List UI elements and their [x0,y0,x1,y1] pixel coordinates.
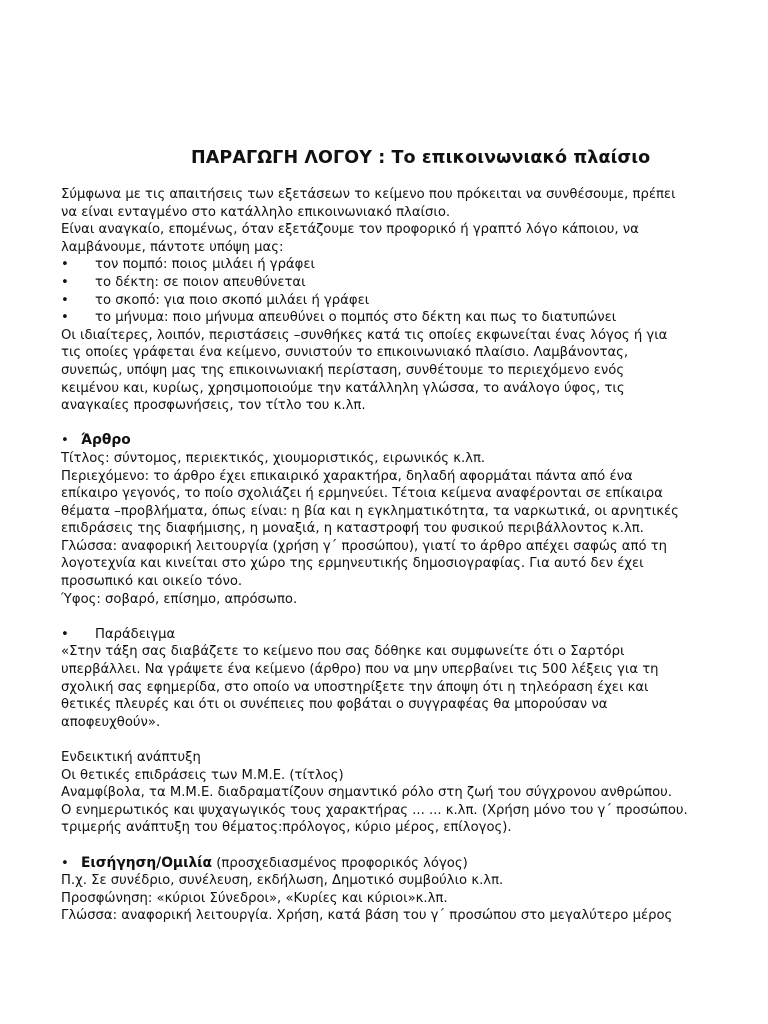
bullet-icon: • [61,855,69,871]
text-line: αποφευχθούν». [61,714,161,730]
text-line: Γλώσσα: αναφορική λειτουργία (χρήση γ΄ προσώπου), γιατί το άρθρο απέχει σαφώς από τη [61,538,668,554]
text-line: τις οποίες γράφεται ένα κείμενο, συνιστούν το επικοινωνιακό πλαίσιο. Λαμβάνοντας, [61,345,629,361]
text-line: επίκαιρο γεγονός, το ποίο σχολιάζει ή ερμηνεύει. Τέτοια κείμενα αναφέρονται σε επίκαιρα [61,486,663,502]
text-line: Αναμφίβολα, τα Μ.Μ.Ε. διαδραματίζουν σημαντικό ρόλο στη ζωή του σύγχρονου ανθρώπου. [61,785,672,801]
text-line: προσωπικό και οικείο τόνο. [61,574,243,590]
text-line: Ύφος: σοβαρό, επίσημο, απρόσωπο. [61,591,298,607]
text-line: αναγκαίες προσφωνήσεις, τον τίτλο του κ.λπ. [61,398,366,414]
spacer [61,608,721,626]
text-line: Περιεχόμενο: το άρθρο έχει επικαιρικό χαρακτήρα, δηλαδή αφορμάται πάντα από ένα [61,468,633,484]
list-item-text: το σκοπό: για ποιο σκοπό μιλάει ή γράφει [95,292,370,308]
text-line: συνεπώς, υπόψη μας της επικοινωνιακή περίσταση, συνθέτουμε το περιεχόμενο ενός [61,362,625,378]
text-line: Ο ενημερωτικός και ψυχαγωγικός τους χαρακτήρας ... ... κ.λπ. (Χρήση μόνο του γ΄ προσώπου. [61,802,688,818]
spacer [61,415,721,433]
section-heading-example [61,626,721,644]
text-line: Οι ιδιαίτερες, λοιπόν, περιστάσεις –συνθήκες κατά τις οποίες εκφωνείται ένας λόγος ή για [61,327,668,343]
text-line: επιδράσεις της διαφήμισης, η μοναξιά, η καταστροφή του φυσικού περιβάλλοντος κ.λπ. [61,521,644,537]
text-line: Σύμφωνα με τις απαιτήσεις των εξετάσεων το κείμενο που πρόκειται να συνθέσουμε, πρέπει [61,187,676,202]
text-line: Γλώσσα: αναφορική λειτουργία. Χρήση, κατά βάση του γ΄ προσώπου στο μεγαλύτερο μέρος [61,908,673,924]
text-line: τριμερής ανάπτυξη του θέματος:πρόλογος, κύριο μέρος, επίλογος). [61,820,512,836]
text-line: κειμένου και, κυρίως, χρησιμοποιούμε την κατάλληλη γλώσσα, το ανάλογο ύφος, τις [61,380,625,396]
page-title: ΠΑΡΑΓΩΓΗ ΛΟΓΟΥ : Το επικοινωνιακό πλαίσιο [191,148,651,168]
list-item-text: το δέκτη: σε ποιον απευθύνεται [95,274,306,290]
text-line: Είναι αναγκαίο, επομένως, όταν εξετάζουμε τον προφορικό ή γραπτό λόγο κάποιου, να [61,222,639,238]
spacer [61,837,721,855]
text-line: Π.χ. Σε συνέδριο, συνέλευση, εκδήλωση, Δημοτικό συμβούλιο κ.λπ. [61,873,504,889]
bullet-icon: • [61,274,69,290]
text-line: Τίτλος: σύντομος, περιεκτικός, χιουμοριστικός, ειρωνικός κ.λπ. [61,450,486,466]
list-item [61,256,721,274]
section-heading-text: Εισήγηση/Ομιλία [81,854,213,871]
bullet-icon: • [61,257,69,273]
section-heading-text: Παράδειγμα [95,626,176,642]
document-body [61,186,721,925]
bullet-icon: • [61,310,69,326]
text-line: υπερβάλλει. Να γράψετε ένα κείμενο (άρθρο) που να μην υπερβαίνει τις 500 λέξεις για τη [61,662,659,678]
list-item [61,274,721,292]
text-line: θέματα –προβλήματα, όπως είναι: η βία και η εγκληματικότητα, τα ναρκωτικά, οι αρνητικές [61,503,679,519]
text-line: να είναι ενταγμένο στο κατάλληλο επικοινωνιακό πλαίσιο. [61,204,451,220]
text-line: Προσφώνηση: «κύριοι Σύνεδροι», «Κυρίες και κύριοι»κ.λπ. [61,890,448,906]
bullet-icon: • [61,433,69,449]
list-item-text: τον πομπό: ποιος μιλάει ή γράφει [95,257,315,273]
section-heading-text: Άρθρο [81,432,131,449]
text-line: θετικές πλευρές και ότι οι συνέπειες που φοβάται ο συγγραφέας θα μπορούσαν να [61,697,608,713]
bullet-icon: • [61,292,69,308]
section-heading-note: (προσχεδιασμένος προφορικός λόγος) [212,855,468,871]
text-line: Ενδεικτική ανάπτυξη [61,750,201,765]
text-line: «Στην τάξη σας διαβάζετε το κείμενο που σας δόθηκε και συμφωνείτε ότι ο Σαρτόρι [61,644,625,660]
bullet-icon: • [61,626,69,642]
list-item [61,309,721,327]
text-line: σχολική σας εφημερίδα, στο οποίο να υποστηρίξετε την άποψη ότι η τηλεόραση έχει και [61,679,649,695]
text-line: λαμβάνουμε, πάντοτε υπόψη μας: [61,239,284,255]
spacer [61,731,721,749]
text-line: Οι θετικές επιδράσεις των Μ.Μ.Ε. (τίτλος) [61,767,344,783]
list-item [61,292,721,310]
list-item-text: το μήνυμα: ποιο μήνυμα απευθύνει ο πομπός στο δέκτη και πως το διατυπώνει [95,310,617,326]
section-heading-speech [61,855,721,873]
text-line: λογοτεχνία και κινείται στο χώρο της ερμηνευτικής δημοσιογραφίας. Για αυτό δεν έχει [61,556,644,572]
section-heading-article [61,432,721,450]
